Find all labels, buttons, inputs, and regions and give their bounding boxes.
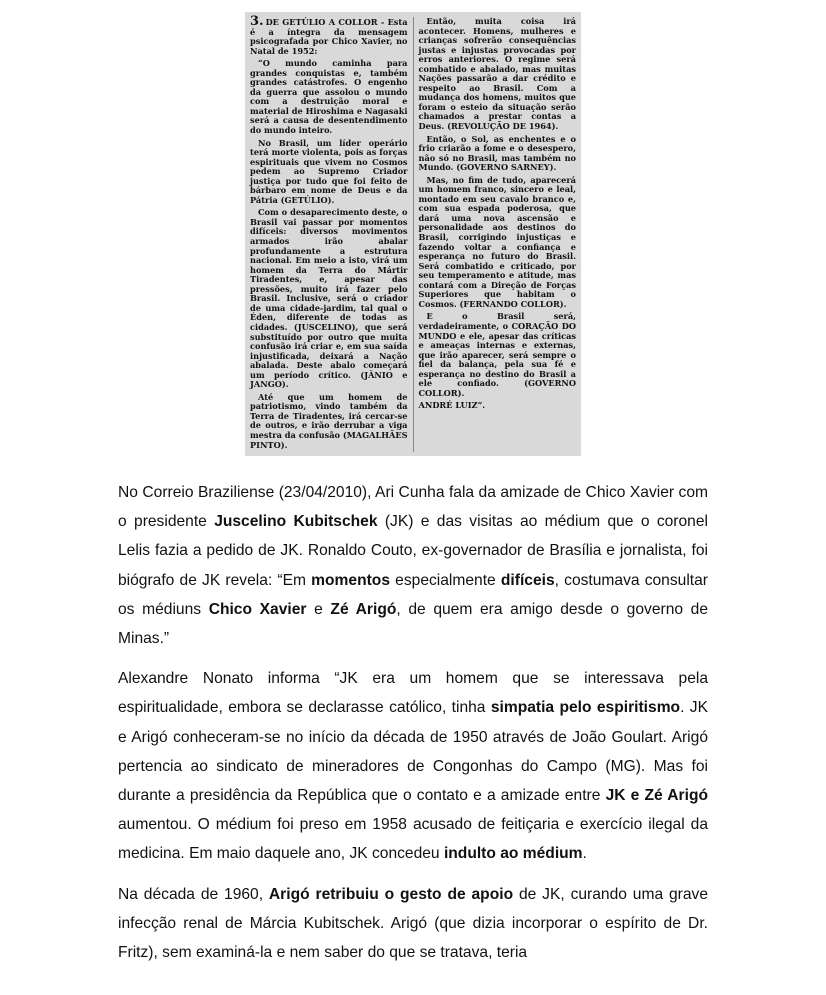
clipping-paragraph: Então, o Sol, as enchentes e o frio criarão a fome e o desespero, não só no Brasil, mas também no Mundo. (GOVERNO SARNEY). <box>418 133 576 173</box>
bold-run: difíceis <box>500 571 555 589</box>
text-run: . <box>582 845 587 863</box>
column-divider <box>413 17 414 452</box>
text-run: e <box>306 600 331 618</box>
clipping-column-left <box>250 14 408 452</box>
article-paragraph-3 <box>118 880 708 968</box>
text-run: (JK) e das visitas ao médium que o coronel Lelis fazia a pedido de JK. Ronaldo Couto, ex-governador de Brasília e jornalista, foi biógrafo de JK revela: “Em <box>118 513 708 589</box>
text-run: Na década de 1960, <box>118 885 269 903</box>
text-run: Alexandre Nonato informa “JK era um homem que se interessava pela espiritualidade, embora se declarasse católico, tinha <box>118 670 708 717</box>
bold-run: momentos <box>311 571 390 589</box>
clipping-number: 3. <box>250 14 264 29</box>
bold-run: Zé Arigó <box>330 600 397 618</box>
clipping-paragraph: Até que um homem de patriotismo, vindo também da Terra de Tiradentes, irá cercar-se de outros, e irão derrubar a viga mestra da confusão (MAGALHÃES PINTO). <box>250 391 408 450</box>
text-run: aumentou. O médium foi preso em 1958 acusado de feitiçaria e exercício ilegal da medicina. Em maio daquele ano, JK concedeu <box>118 816 708 863</box>
article-paragraph-1 <box>118 478 708 653</box>
text-run: No Correio Braziliense (23/04/2010), Ari Cunha fala da amizade de Chico Xavier com o presidente <box>118 484 708 531</box>
clipping-paragraph: No Brasil, um líder operário terá morte violenta, pois as forças espirituais que vivem no Cosmos pedem ao Supremo Criador justiça por tudo que foi feito de bárbaro em nome de Deus e da Pátria (GETÚLIO). <box>250 137 408 205</box>
article-paragraph-2 <box>118 664 708 868</box>
clipping-signature: ANDRÉ LUIZ”. <box>418 400 486 411</box>
text-run: , de quem era amigo desde o governo de Minas.” <box>118 600 709 648</box>
text-run: de JK, curando uma grave infecção renal de Márcia Kubitschek. Arigó (que dizia incorporar o espírito de Dr. Fritz), sem examiná-la e nem saber do que se tratava, teria <box>118 885 709 962</box>
text-run: especialmente <box>390 571 501 589</box>
clipping-paragraph: “O mundo caminha para grandes conquistas e, também grandes catástrofes. O engenho da guerra que assolou o mundo com a destruição moral e material de Hiroshima e Nagasaki será a causa de desentendimento do mundo inteiro. <box>250 58 408 136</box>
clipping-headline <box>250 14 408 56</box>
text-run: . JK e Arigó conheceram-se no início da década de 1950 através de João Goulart. Arigó pertencia ao sindicato de mineradores de Congonhas do Campo (MG). Mas foi durante a presidência da República que o contato e a amizade entre <box>118 699 708 805</box>
bold-run: simpatia pelo espiritismo <box>490 699 681 717</box>
clipping-paragraph: Mas, no fim de tudo, aparecerá um homem franco, sincero e leal, montado em seu cavalo branco e, com sua espada poderosa, que dará uma nova ascensão e personalidade aos destinos do Brasil, corrigindo injustiças e fazendo voltar a confiança e esperança no futuro do Brasil. Será combatido e criticado, por seu temperamento e atitude, mas contará com a Direção de Forças Superiores que habitam o Cosmos. (FERNANDO COLLOR). <box>418 174 576 309</box>
bold-run: Chico Xavier <box>208 600 307 618</box>
clipping-paragraph: E o Brasil será, verdadeiramente, o CORAÇÃO DO MUNDO e ele, apesar das críticas e ameaças internas e externas, que irão aparecer, será sempre o fiel da balança, pela sua fé e esperança no destino do Brasil a ele confiado. (GOVERNO COLLOR). <box>418 311 576 398</box>
bold-run: indulto ao médium <box>443 845 583 863</box>
clipping-column-right <box>419 17 577 452</box>
bold-run: Juscelino Kubitschek <box>214 513 378 531</box>
article-body <box>118 478 708 978</box>
text-run: , costumava consultar os médiuns <box>118 571 708 618</box>
newspaper-clipping-image <box>245 12 581 456</box>
bold-run: JK e Zé Arigó <box>605 787 708 805</box>
clipping-intro: Esta é a íntegra da mensagem psicografada por Chico Xavier, no Natal de 1952: <box>250 17 408 56</box>
bold-run: Arigó retribuiu o gesto de apoio <box>268 885 514 903</box>
clipping-title: DE GETÚLIO A COLLOR - <box>265 17 385 27</box>
clipping-paragraph: Então, muita coisa irá acontecer. Homens, mulheres e crianças sofrerão consequências justas e injustas provocadas por erros anteriores. O regime será combatido e abalado, mas muitas Nações passarão a dar crédito e respeito ao Brasil. Com a mudança dos homens, muitos que foram o esteio da situação serão chamados a prestar contas a Deus. (REVOLUÇÃO DE 1964). <box>418 16 576 132</box>
clipping-paragraph: Com o desaparecimento deste, o Brasil vai passar por momentos difíceis: diversos movimentos armados irão abalar profundamente a estrutura nacional. Em meio a isto, virá um homem da Terra do Mártir Tiradentes, e, apesar das pressões, muito irá fazer pelo Brasil. Inclusive, será o criador de uma cidade-jardim, tal qual o Éden, diferente de todas as cidades. (JUSCELINO), que será substituído por outro que muita confusão irá criar e, em sua saída injustificada, deixará a Nação abalada. Deste abalo começará um período crítico. (JÂNIO e JANGO). <box>250 207 408 390</box>
